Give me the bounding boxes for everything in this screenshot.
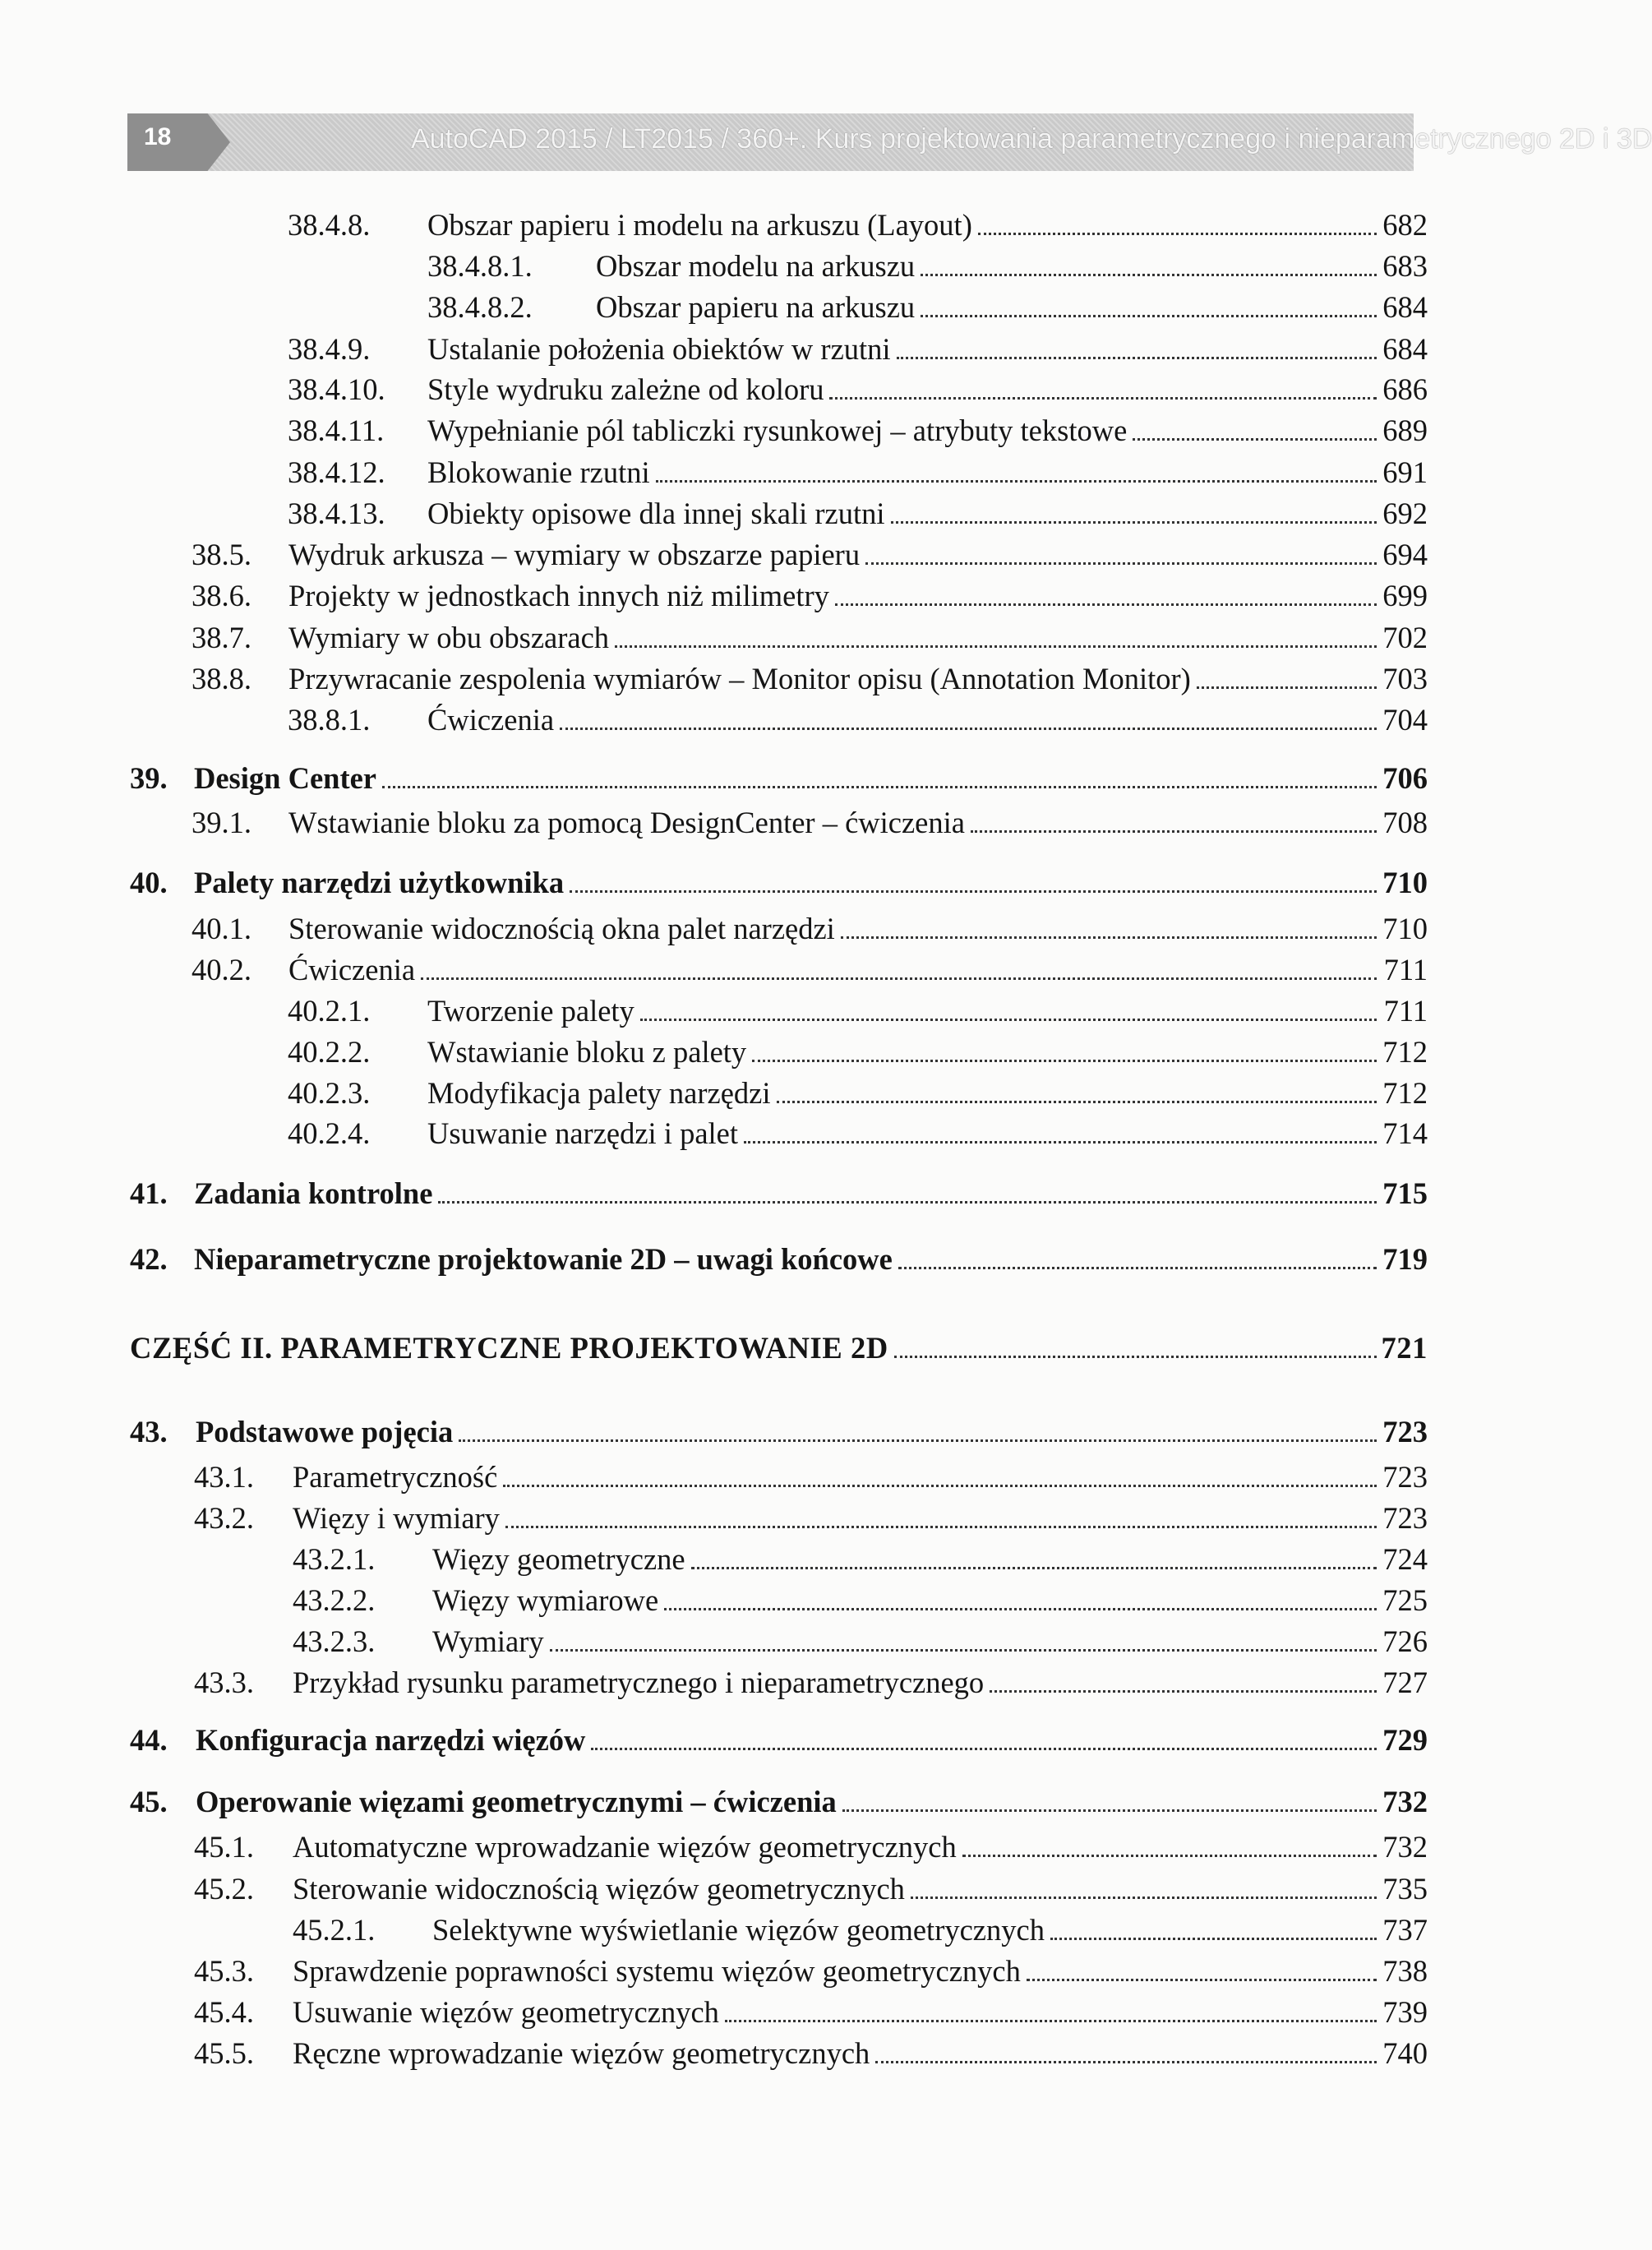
toc-entry-title: Selektywne wyświetlanie więzów geometrycznych [432,1913,1045,1947]
toc-entry-title: CZĘŚĆ II. PARAMETRYCZNE PROJEKTOWANIE 2D [130,1331,888,1365]
toc-entry[interactable] [194,1994,1428,2032]
toc-entry-title: Obiekty opisowe dla innej skali rzutni [427,497,885,530]
toc-entry-title: Tworzenie palety [427,994,634,1028]
toc-entry-title: Sprawdzenie poprawności systemu więzów geometrycznych [293,1954,1021,1988]
toc-entry[interactable] [192,537,1428,575]
dot-leader [664,1608,1377,1610]
dot-leader [921,274,1377,276]
toc-entry-title: Wymiary [432,1624,544,1658]
toc-entry-number: 40.2.2. [288,1035,371,1069]
dot-leader [911,1897,1377,1899]
toc-entry-title: Usuwanie więzów geometrycznych [293,1995,719,2029]
dot-leader [898,1267,1377,1269]
toc-entry-number: 38.4.8. [288,208,371,242]
toc-entry[interactable] [192,578,1428,616]
toc-entry-page: 725 [1382,1583,1428,1617]
toc-entry[interactable] [192,661,1428,699]
dot-leader [640,1019,1377,1021]
dot-leader [421,977,1377,980]
toc-entry-page: 699 [1382,579,1428,612]
toc-entry-number: 40.2.4. [288,1116,371,1150]
toc-entry-page: 692 [1382,497,1428,530]
dot-leader [777,1101,1377,1103]
toc-entry[interactable] [288,331,1428,369]
toc-entry[interactable] [293,1912,1428,1950]
toc-entry[interactable] [293,1541,1428,1579]
dot-leader [382,786,1377,788]
toc-entry-title: Więzy wymiarowe [432,1583,659,1617]
toc-entry-page: 691 [1382,455,1428,489]
toc-entry-page: 710 [1382,866,1428,899]
toc-entry[interactable] [194,1953,1428,1991]
toc-entry-title: Przywracanie zespolenia wymiarów – Monitor opisu (Annotation Monitor) [288,662,1191,695]
toc-chapter[interactable] [130,1784,1428,1822]
toc-entry-number: 40.1. [192,912,251,945]
toc-chapter[interactable] [130,760,1428,798]
toc-entry[interactable] [288,455,1428,492]
dot-leader [897,357,1377,359]
toc-entry-number: 38.4.8.2. [427,290,533,324]
dot-leader [505,1526,1377,1528]
toc-entry-title: Wydruk arkusza – wymiary w obszarze papieru [288,538,861,571]
toc-chapter[interactable] [130,1722,1428,1760]
toc-entry-number: 45.5. [194,2036,254,2070]
toc-entry-page: 737 [1382,1913,1428,1947]
toc-entry-title: Sterowanie widocznością więzów geometrycznych [293,1872,905,1906]
toc-entry-number: 38.8. [192,662,251,695]
toc-entry-page: 710 [1382,912,1428,945]
toc-entry-page: 704 [1382,703,1428,737]
toc-entry-title: Wstawianie bloku z palety [427,1035,747,1069]
toc-entry-title: Obszar papieru na arkuszu [596,290,916,324]
toc-entry-number: 38.4.13. [288,497,385,530]
toc-entry-title: Więzy i wymiary [293,1501,500,1535]
dot-leader [921,315,1377,317]
toc-entry-number: 38.4.12. [288,455,385,489]
dot-leader [1027,1979,1377,1981]
toc-entry-title: Style wydruku zależne od koloru [427,372,824,406]
toc-entry-title: Operowanie więzami geometrycznymi – ćwiczenia [196,1785,837,1818]
toc-entry-title: Wstawianie bloku za pomocą DesignCenter – ćwiczenia [288,806,965,839]
toc-entry-title: Blokowanie rzutni [427,455,650,489]
toc-entry-page: 686 [1382,372,1428,406]
toc-entry-title: Parametryczność [293,1460,498,1494]
toc-entry-number: 38.4.9. [288,332,371,366]
toc-entry-page: 732 [1382,1830,1428,1864]
toc-entry-page: 738 [1382,1954,1428,1988]
toc-entry-page: 708 [1382,806,1428,839]
toc-entry-page: 711 [1383,953,1428,986]
toc-entry[interactable] [288,702,1428,740]
toc-entry[interactable] [192,952,1428,990]
toc-entry-number: 38.7. [192,621,251,654]
dot-leader [891,521,1377,524]
dot-leader [570,890,1377,893]
toc-entry[interactable] [192,805,1428,843]
toc-entry-page: 723 [1382,1460,1428,1494]
dot-leader [835,603,1377,606]
toc-part-heading[interactable] [130,1330,1428,1368]
toc-entry-number: 45.4. [194,1995,254,2029]
dot-leader [971,830,1377,833]
toc-entry-number: 38.4.11. [288,414,385,447]
toc-entry-title: Modyfikacja palety narzędzi [427,1076,771,1110]
dot-leader [591,1748,1377,1750]
dot-leader [438,1201,1377,1204]
toc-entry-page: 726 [1382,1624,1428,1658]
dot-leader [459,1439,1377,1442]
toc-entry-title: Ćwiczenia [288,953,416,986]
toc-entry-page: 724 [1382,1542,1428,1576]
dot-leader [842,1809,1377,1812]
toc-entry-number: 39.1. [192,806,251,839]
toc-entry-title: Więzy geometryczne [432,1542,685,1576]
dot-leader [875,2061,1377,2063]
toc-entry-page: 694 [1382,538,1428,571]
toc-chapter[interactable] [130,865,1428,903]
toc-entry-number: 43.3. [194,1666,254,1699]
toc-entry[interactable] [427,248,1428,286]
toc-entry-number: 40.2.1. [288,994,371,1028]
dot-leader [752,1060,1377,1062]
dot-leader [550,1649,1377,1652]
toc-entry-number: 40.2. [192,953,251,986]
toc-entry-title: Wypełnianie pól tabliczki rysunkowej – atrybuty tekstowe [427,414,1128,447]
toc-chapter[interactable] [130,1414,1428,1452]
toc-entry-number: 40. [130,866,168,899]
toc-entry-page: 714 [1382,1116,1428,1150]
toc-entry-number: 45. [130,1785,168,1818]
toc-entry-page: 723 [1382,1415,1428,1448]
toc-entry-title: Projekty w jednostkach innych niż milimetry [288,579,829,612]
toc-entry-page: 684 [1382,290,1428,324]
toc-entry[interactable] [288,496,1428,534]
toc-entry[interactable] [194,2035,1428,2073]
toc-chapter[interactable] [130,1241,1428,1279]
toc-entry-page: 682 [1382,208,1428,242]
toc-entry-page: 723 [1382,1501,1428,1535]
toc-entry-page: 721 [1381,1331,1428,1365]
toc-entry-title: Nieparametryczne projektowanie 2D – uwagi końcowe [194,1242,893,1276]
toc-entry-title: Konfiguracja narzędzi więzów [196,1723,586,1757]
dot-leader [744,1141,1377,1143]
toc-entry[interactable] [293,1582,1428,1620]
toc-entry-page: 689 [1382,414,1428,447]
toc-entry[interactable] [194,1871,1428,1909]
toc-entry-title: Ustalanie położenia obiektów w rzutni [427,332,891,366]
toc-entry[interactable] [192,911,1428,949]
dot-leader [1197,686,1377,689]
dot-leader [962,1855,1377,1857]
toc-entry-title: Zadania kontrolne [194,1176,433,1210]
toc-entry-title: Automatyczne wprowadzanie więzów geometrycznych [293,1830,957,1864]
toc-entry-number: 43.2.1. [293,1542,376,1576]
toc-entry-number: 40.2.3. [288,1076,371,1110]
toc-entry-number: 39. [130,761,168,795]
toc-entry[interactable] [288,993,1428,1031]
toc-entry-page: 727 [1382,1666,1428,1699]
dot-leader [865,562,1377,565]
toc-entry[interactable] [288,1034,1428,1072]
toc-entry[interactable] [288,1075,1428,1113]
toc-entry-page: 740 [1382,2036,1428,2070]
toc-entry-number: 43.2. [194,1501,254,1535]
toc-entry-page: 719 [1382,1242,1428,1276]
toc-entry-title: Ręczne wprowadzanie więzów geometrycznych [293,2036,870,2070]
toc-entry-page: 703 [1382,662,1428,695]
dot-leader [656,480,1377,483]
dot-leader [829,397,1377,400]
toc-entry-title: Ćwiczenia [427,703,555,737]
dot-leader [894,1356,1377,1358]
toc-entry-number: 38.4.8.1. [427,249,533,283]
toc-entry-number: 42. [130,1242,168,1276]
toc-entry-title: Usuwanie narzędzi i palet [427,1116,739,1150]
toc-entry-page: 702 [1382,621,1428,654]
dot-leader [841,936,1377,939]
toc-entry[interactable] [293,1624,1428,1661]
toc-entry-title: Obszar papieru i modelu na arkuszu (Layout) [427,208,972,242]
toc-entry-number: 45.2. [194,1872,254,1906]
toc-entry-page: 712 [1382,1035,1428,1069]
toc-entry-number: 44. [130,1723,168,1757]
dot-leader [1133,438,1377,441]
toc-entry-number: 38.8.1. [288,703,371,737]
toc-entry-page: 729 [1382,1723,1428,1757]
toc-entry[interactable] [427,289,1428,327]
toc-entry[interactable] [194,1665,1428,1703]
page-number: 18 [144,123,172,150]
toc-entry[interactable] [288,372,1428,409]
toc-entry-page: 739 [1382,1995,1428,2029]
dot-leader [503,1485,1377,1487]
toc-entry-title: Przykład rysunku parametrycznego i nieparametrycznego [293,1666,985,1699]
toc-entry[interactable] [288,1116,1428,1153]
toc-entry-number: 38.6. [192,579,251,612]
toc-entry-title: Sterowanie widocznością okna palet narzędzi [288,912,835,945]
toc-entry-page: 715 [1382,1176,1428,1210]
toc-entry-page: 683 [1382,249,1428,283]
dot-leader [990,1690,1377,1693]
dot-leader [1050,1938,1377,1940]
toc-entry[interactable] [288,207,1428,245]
toc-entry-number: 43.1. [194,1460,254,1494]
toc-entry-page: 735 [1382,1872,1428,1906]
toc-entry[interactable] [194,1829,1428,1867]
toc-entry-number: 43.2.2. [293,1583,376,1617]
toc-entry-page: 711 [1383,994,1428,1028]
toc-entry-title: Wymiary w obu obszarach [288,621,610,654]
toc-entry-page: 684 [1382,332,1428,366]
toc-chapter[interactable] [130,1176,1428,1213]
toc-entry-title: Palety narzędzi użytkownika [194,866,565,899]
dot-leader [691,1567,1377,1569]
toc-entry[interactable] [194,1459,1428,1497]
running-title: AutoCAD 2015 / LT2015 / 360+. Kurs projektowania parametrycznego i nieparametrycznego 2D i 3D [411,123,1652,155]
dot-leader [560,728,1377,730]
dot-leader [978,233,1377,235]
toc-entry-number: 41. [130,1176,168,1210]
toc-entry-number: 45.2.1. [293,1913,376,1947]
toc-entry[interactable] [192,620,1428,658]
toc-entry-number: 45.3. [194,1954,254,1988]
toc-entry[interactable] [194,1500,1428,1538]
toc-entry-title: Podstawowe pojęcia [196,1415,454,1448]
toc-entry-number: 43. [130,1415,168,1448]
dot-leader [615,645,1377,648]
toc-entry-title: Obszar modelu na arkuszu [596,249,916,283]
dot-leader [725,2020,1377,2022]
toc-entry-title: Design Center [194,761,376,795]
toc-entry-page: 706 [1382,761,1428,795]
toc-entry[interactable] [288,413,1428,450]
toc-entry-number: 38.5. [192,538,251,571]
toc-entry-number: 38.4.10. [288,372,385,406]
toc-entry-page: 712 [1382,1076,1428,1110]
toc-entry-number: 43.2.3. [293,1624,376,1658]
toc-entry-page: 732 [1382,1785,1428,1818]
toc-entry-number: 45.1. [194,1830,254,1864]
